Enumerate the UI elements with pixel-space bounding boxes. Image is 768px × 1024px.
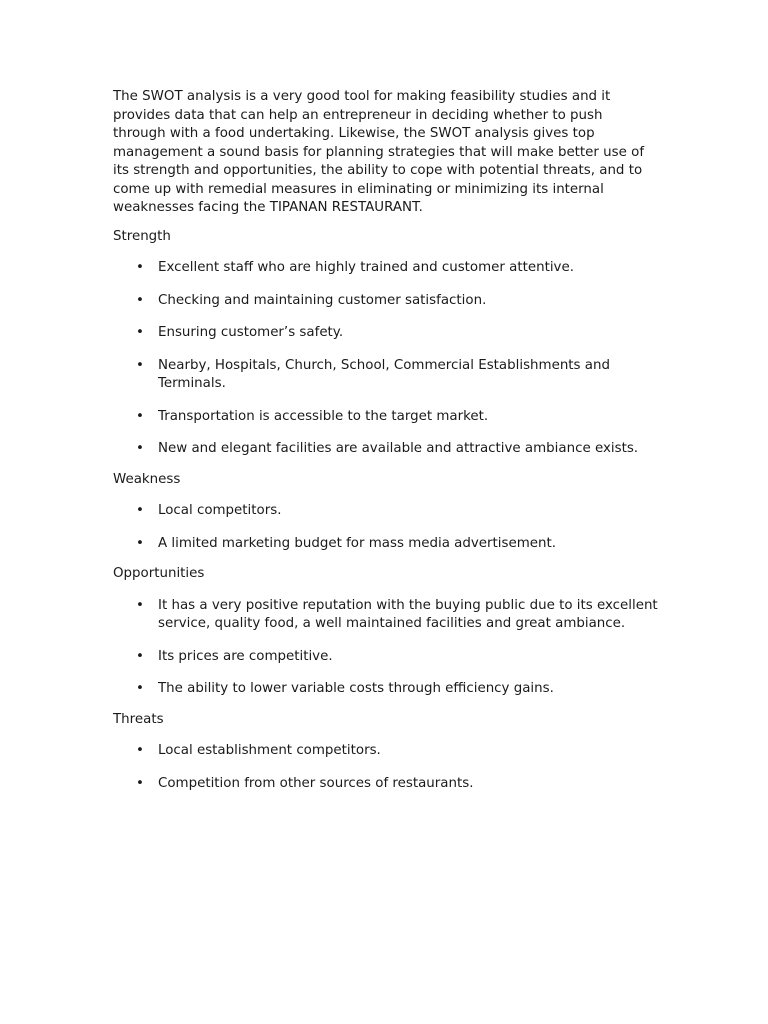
list-item [113,259,658,278]
section-heading-weakness: Weakness [113,471,181,487]
bullet-icon: • [136,441,144,456]
list-item [113,357,658,394]
list-item [113,535,658,554]
threats-list [113,742,658,793]
bullet-icon: • [136,743,144,758]
bullet-icon: • [136,325,144,340]
list-item [113,775,658,794]
list-item-text: It has a very positive reputation with the buying public due to its excellent service, quality food, a well maintained facilities and great ambiance. [158,597,658,631]
list-item [113,502,658,521]
section-heading-strength: Strength [113,228,171,244]
bullet-icon: • [136,260,144,275]
list-item-text: Competition from other sources of restaurants. [158,775,474,791]
section-heading-opportunities: Opportunities [113,566,205,581]
list-item-text: Checking and maintaining customer satisfaction. [158,292,487,308]
list-item [113,680,658,699]
list-item-text: Nearby, Hospitals, Church, School, Commercial Establishments and Terminals. [158,357,610,391]
intro-paragraph: The SWOT analysis is a very good tool for making feasibility studies and it provides data that can help an entrepreneur in deciding whether to push through with a food undertaking. Likewise, the SWOT analysis gives top management a sound basis for planning strategies that will make better use of its strength and opportunities, the ability to cope with potential threats, and to come up with remedial measures in eliminating or minimizing its internal weaknesses facing the TIPANAN RESTAURANT. [113,89,645,215]
list-item-text: Excellent staff who are highly trained and customer attentive. [158,260,574,275]
strength-list [113,259,658,459]
bullet-icon: • [136,597,144,613]
list-item [113,408,658,427]
bullet-icon: • [136,357,144,373]
list-item-text: Transportation is accessible to the target market. [158,408,489,424]
list-item-text: A limited marketing budget for mass media advertisement. [158,535,557,551]
list-item [113,597,658,634]
list-item-text: The ability to lower variable costs through efficiency gains. [158,681,554,696]
list-item-text: Local competitors. [158,503,282,518]
document-body [113,88,658,805]
list-item-text: Local establishment competitors. [158,743,381,758]
weakness-list [113,502,658,553]
bullet-icon: • [136,408,144,424]
list-item-text: Its prices are competitive. [158,648,333,664]
bullet-icon: • [136,292,144,308]
list-item [113,742,658,761]
section-heading-threats: Threats [113,711,164,727]
bullet-icon: • [136,535,144,551]
list-item [113,440,658,459]
list-item [113,648,658,667]
bullet-icon: • [136,775,144,791]
bullet-icon: • [136,648,144,664]
list-item [113,292,658,311]
list-item-text: New and elegant facilities are available and attractive ambiance exists. [158,441,639,456]
opportunities-list [113,597,658,699]
list-item [113,324,658,343]
list-item-text: Ensuring customer’s safety. [158,325,344,340]
bullet-icon: • [136,503,144,518]
bullet-icon: • [136,681,144,696]
